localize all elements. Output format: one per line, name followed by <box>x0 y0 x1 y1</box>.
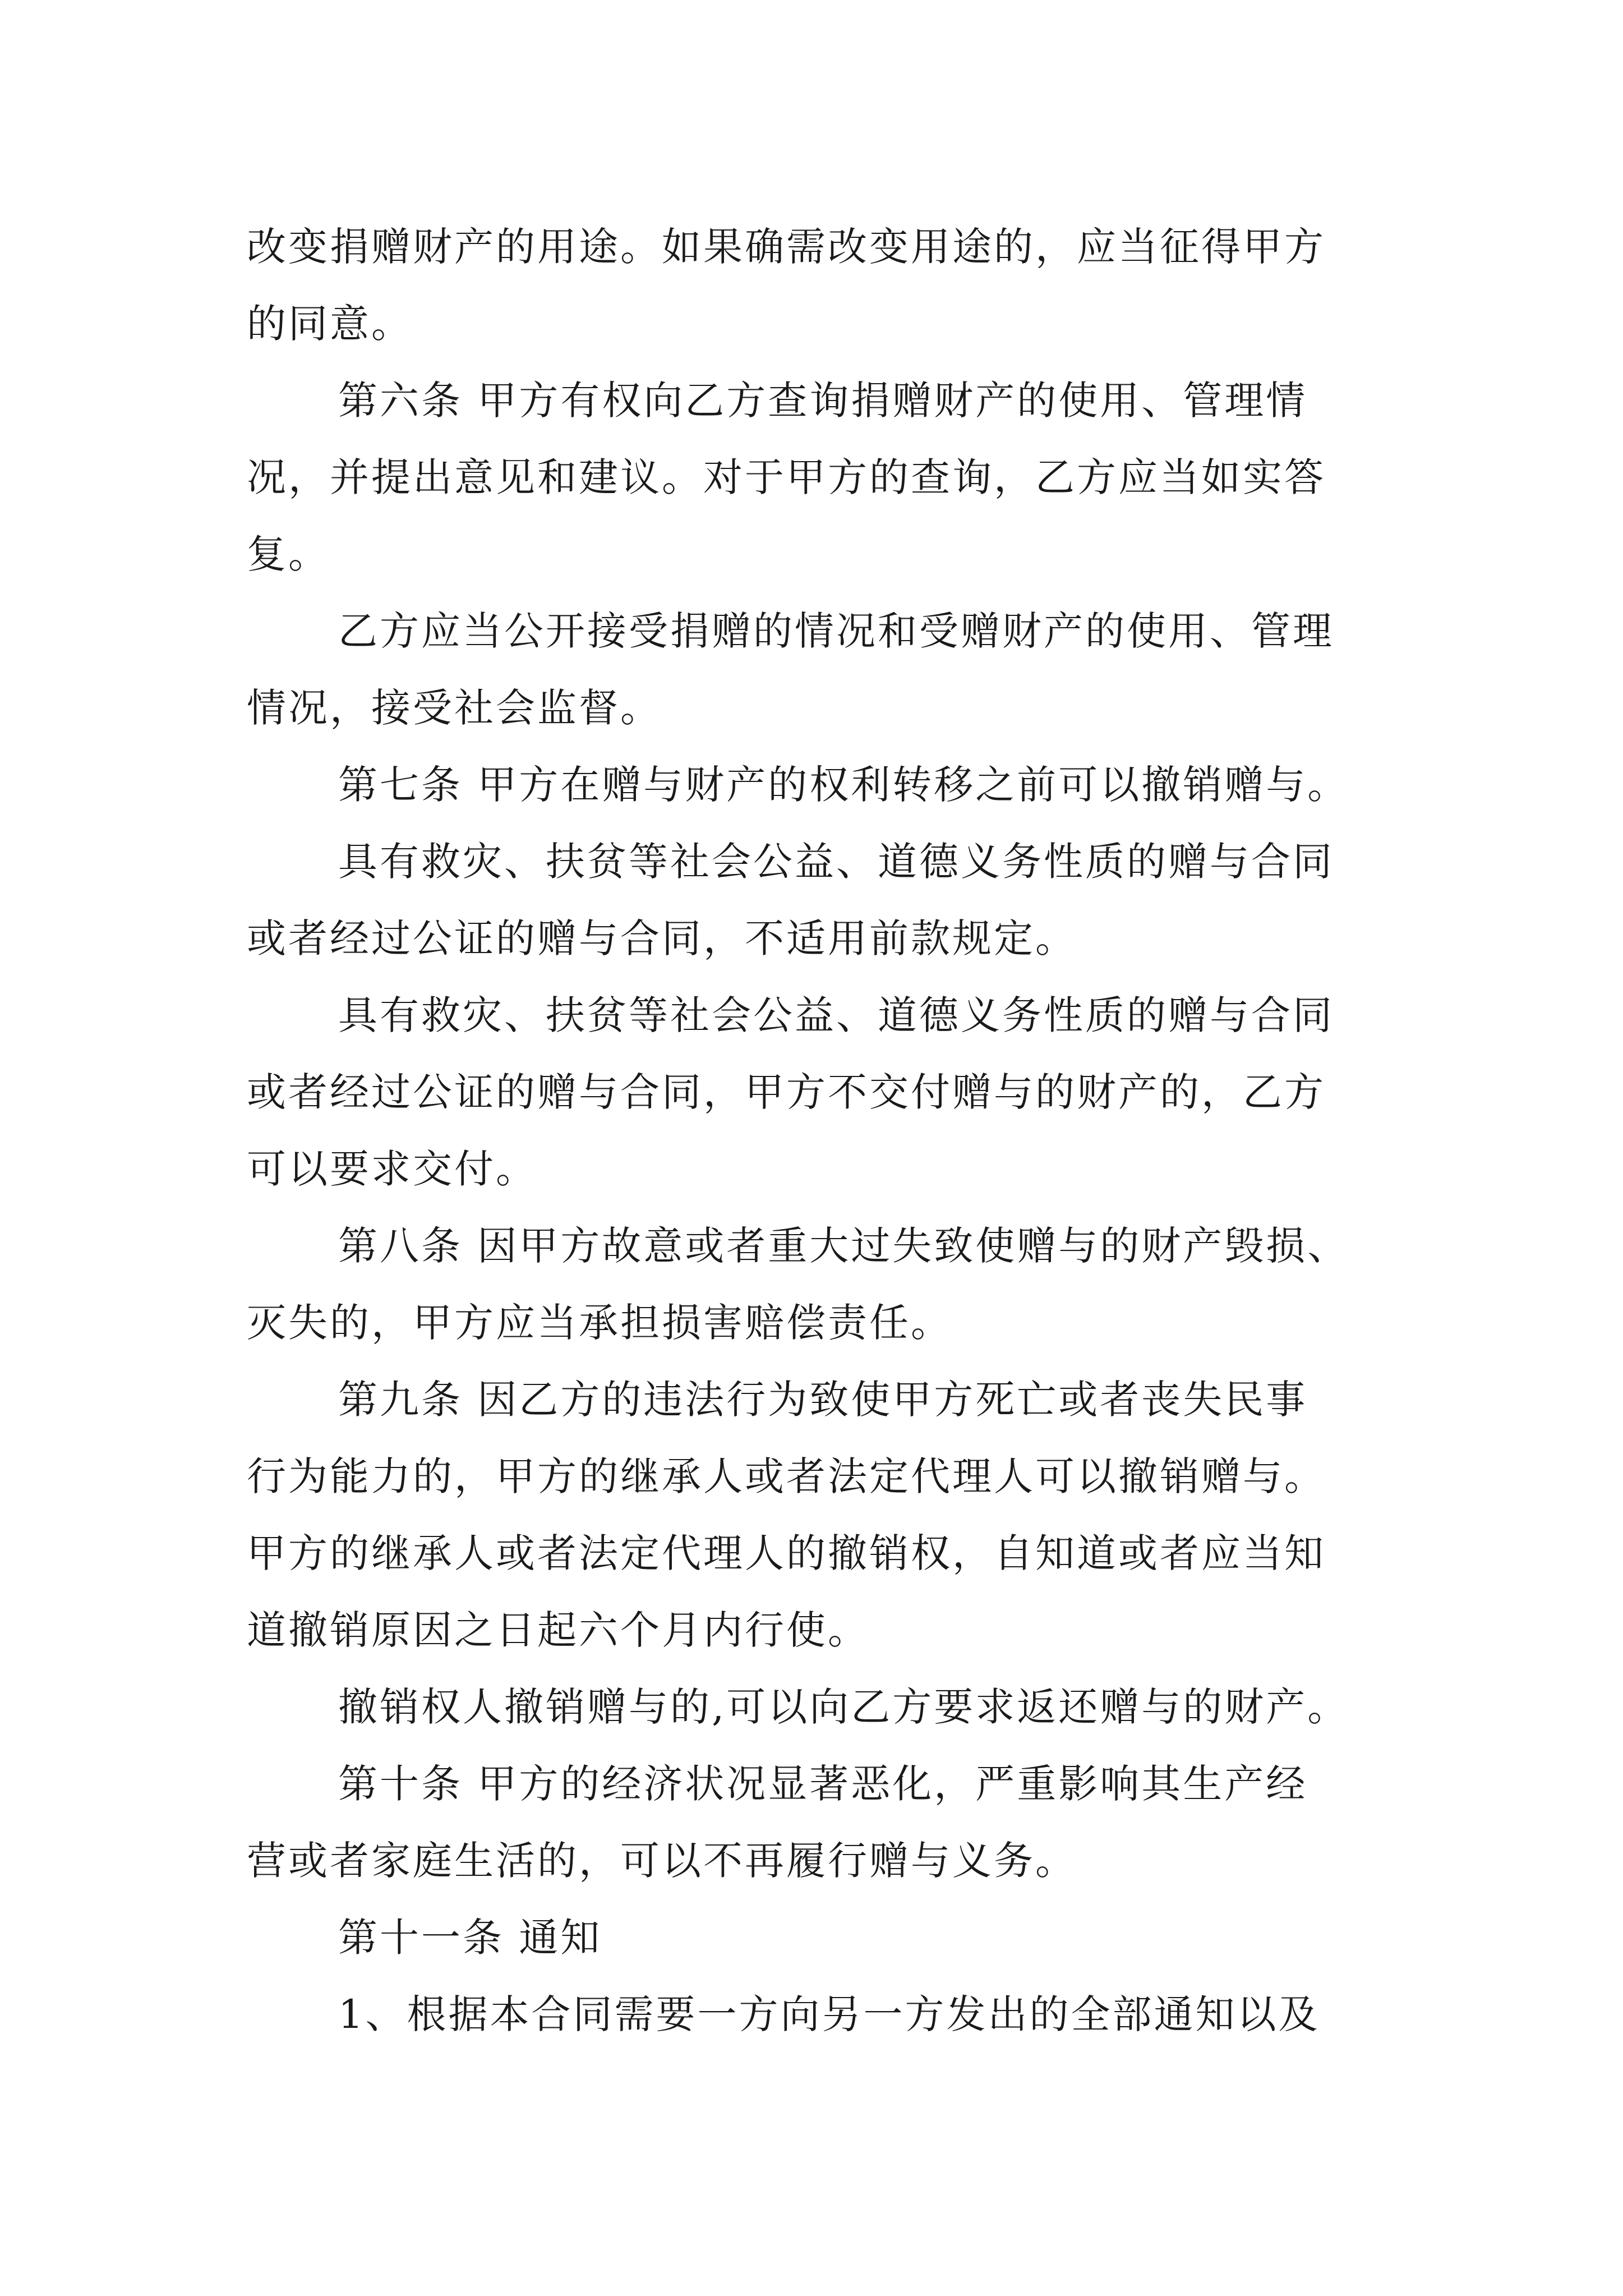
text-line: 道撤销原因之日起六个月内行使。 <box>247 1607 869 1653</box>
text-line: 或者经过公证的赠与合同，不适用前款规定。 <box>247 915 1077 961</box>
text-line: 况，并提出意见和建议。对于甲方的查询，乙方应当如实答 <box>247 454 1326 500</box>
text-line: 灭失的，甲方应当承担损害赔偿责任。 <box>247 1300 952 1346</box>
text-line: 甲方的继承人或者法定代理人的撤销权，自知道或者应当知 <box>247 1530 1326 1576</box>
text-line: 行为能力的，甲方的继承人或者法定代理人可以撤销赠与。 <box>247 1453 1326 1499</box>
text-line: 或者经过公证的赠与合同，甲方不交付赠与的财产的，乙方 <box>247 1069 1326 1115</box>
article-9-heading-line: 第九条 因乙方的违法行为致使甲方死亡或者丧失民事 <box>338 1377 1308 1423</box>
text-line: 可以要求交付。 <box>247 1146 537 1192</box>
article-10-heading-line: 第十条 甲方的经济状况显著恶化，严重影响其生产经 <box>338 1761 1308 1807</box>
text-line: 营或者家庭生活的，可以不再履行赠与义务。 <box>247 1838 1077 1884</box>
notice-item-1-line: 1、根据本合同需要一方向另一方发出的全部通知以及 <box>338 1991 1320 2037</box>
text-line: 改变捐赠财产的用途。如果确需改变用途的，应当征得甲方 <box>247 224 1326 270</box>
paragraph-start-line: 具有救灾、扶贫等社会公益、道德义务性质的赠与合同 <box>338 839 1334 885</box>
paragraph-start-line: 乙方应当公开接受捐赠的情况和受赠财产的使用、管理 <box>338 608 1334 654</box>
article-8-heading-line: 第八条 因甲方故意或者重大过失致使赠与的财产毁损、 <box>338 1223 1349 1269</box>
contract-body <box>247 209 1380 2053</box>
paragraph-start-line: 具有救灾、扶贫等社会公益、道德义务性质的赠与合同 <box>338 992 1334 1038</box>
paragraph-start-line: 撤销权人撤销赠与的,可以向乙方要求返还赠与的财产。 <box>338 1684 1349 1730</box>
text-line: 的同意。 <box>247 301 413 347</box>
text-line: 复。 <box>247 531 330 577</box>
article-6-heading-line: 第六条 甲方有权向乙方查询捐赠财产的使用、管理情 <box>338 378 1308 424</box>
article-7-heading-line: 第七条 甲方在赠与财产的权利转移之前可以撤销赠与。 <box>338 762 1349 808</box>
text-line: 情况，接受社会监督。 <box>247 685 662 731</box>
article-11-heading-line: 第十一条 通知 <box>338 1915 602 1961</box>
